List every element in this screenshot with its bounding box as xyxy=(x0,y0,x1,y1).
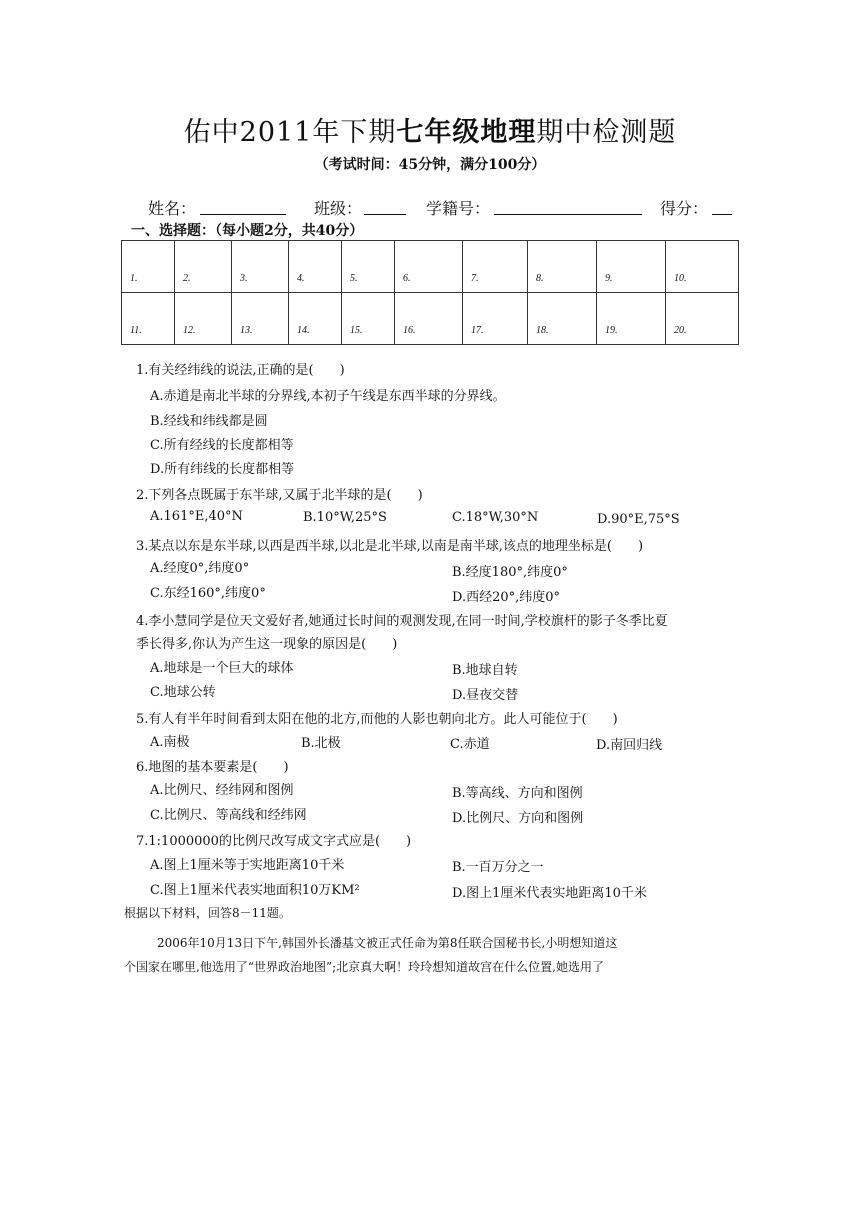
answer-cell[interactable]: 12. xyxy=(175,293,232,345)
answer-cell[interactable]: 20. xyxy=(666,293,739,345)
answer-cell[interactable]: 1. xyxy=(122,241,175,293)
question-3-stem: 3.某点以东是东半球,以西是西半球,以北是北半球,以南是南半球,该点的地理坐标是( ) xyxy=(136,539,644,554)
answer-cell[interactable]: 19. xyxy=(597,293,666,345)
answer-cell[interactable]: 15. xyxy=(342,293,395,345)
question-7-option-d[interactable]: D.图上1厘米代表实地距离10千米 xyxy=(452,886,647,901)
title-school-term: 佑中2011年下期 xyxy=(183,117,397,148)
answer-row-2 xyxy=(122,293,739,345)
title-exam-type: 期中检测题 xyxy=(536,117,677,148)
question-1-stem: 1.有关经纬线的说法,正确的是( ) xyxy=(136,363,345,378)
question-4-stem: 4.李小慧同学是位天文爱好者,她通过长时间的观测发现,在同一时间,学校旗杆的影子冬季比夏 xyxy=(136,614,668,629)
question-4-option-a[interactable]: A.地球是一个巨大的球体 xyxy=(150,661,294,676)
answer-cell[interactable]: 14. xyxy=(289,293,342,345)
answer-cell[interactable]: 13. xyxy=(232,293,289,345)
class-blank[interactable] xyxy=(364,196,406,215)
student-info-row xyxy=(148,196,738,218)
answer-cell[interactable]: 16. xyxy=(395,293,463,345)
name-blank[interactable] xyxy=(200,196,286,215)
question-3-option-b[interactable]: B.经度180°,纬度0° xyxy=(452,565,568,580)
answer-cell[interactable]: 18. xyxy=(528,293,597,345)
answer-cell[interactable]: 17. xyxy=(463,293,528,345)
material-paragraph-line-2: 个国家在哪里,他选用了“世界政治地图”;北京真大啊！玲玲想知道故宫在什么位置,她选用了 xyxy=(124,960,604,974)
question-3-option-a[interactable]: A.经度0°,纬度0° xyxy=(150,561,250,576)
answer-row-1 xyxy=(122,241,739,293)
question-3-option-d[interactable]: D.西经20°,纬度0° xyxy=(452,590,561,605)
question-1-option-b[interactable]: B.经线和纬线都是圆 xyxy=(150,414,268,429)
question-7-stem: 7.1:1000000的比例尺改写成文字式应是( ) xyxy=(136,834,412,849)
answer-cell[interactable]: 3. xyxy=(232,241,289,293)
exam-title xyxy=(0,110,860,149)
class-label: 班级： xyxy=(314,199,363,218)
answer-cell[interactable]: 10. xyxy=(666,241,739,293)
answer-grid xyxy=(121,240,739,345)
material-paragraph-line-1: 2006年10月13日下午,韩国外长潘基文被正式任命为第8任联合国秘书长,小明想知道这 xyxy=(157,936,618,950)
answer-cell[interactable]: 9. xyxy=(597,241,666,293)
question-4-stem-continued: 季长得多,你认为产生这一现象的原因是( ) xyxy=(136,637,398,652)
title-grade-subject: 七年级地理 xyxy=(396,117,537,148)
question-5-option-b[interactable]: B.北极 xyxy=(301,736,341,751)
question-2-option-c[interactable]: C.18°W,30°N xyxy=(452,510,539,525)
answer-cell[interactable]: 8. xyxy=(528,241,597,293)
answer-cell[interactable]: 11. xyxy=(122,293,175,345)
question-7-option-c[interactable]: C.图上1厘米代表实地面积10万KM² xyxy=(150,883,360,898)
question-6-option-c[interactable]: C.比例尺、等高线和经纬网 xyxy=(150,808,307,823)
question-2-option-d[interactable]: D.90°E,75°S xyxy=(597,512,680,527)
question-7-option-a[interactable]: A.图上1厘米等于实地距离10千米 xyxy=(150,858,345,873)
question-2-option-a[interactable]: A.161°E,40°N xyxy=(150,509,243,524)
answer-cell[interactable]: 5. xyxy=(342,241,395,293)
question-7-option-b[interactable]: B.一百万分之一 xyxy=(452,860,544,875)
answer-cell[interactable]: 2. xyxy=(175,241,232,293)
score-blank[interactable] xyxy=(712,196,732,215)
question-2-stem: 2.下列各点既属于东半球,又属于北半球的是( ) xyxy=(136,488,423,503)
exam-subtitle: （考试时间：45分钟，满分100分） xyxy=(314,157,546,173)
question-6-option-a[interactable]: A.比例尺、经纬网和图例 xyxy=(150,783,294,798)
name-label: 姓名： xyxy=(148,199,197,218)
question-5-stem: 5.有人有半年时间看到太阳在他的北方,而他的人影也朝向北方。此人可能位于( ) xyxy=(136,712,618,727)
question-6-option-d[interactable]: D.比例尺、方向和图例 xyxy=(452,811,584,826)
answer-cell[interactable]: 4. xyxy=(289,241,342,293)
question-2-option-b[interactable]: B.10°W,25°S xyxy=(303,510,387,525)
question-5-option-d[interactable]: D.南回归线 xyxy=(596,738,663,753)
question-5-option-a[interactable]: A.南极 xyxy=(150,735,190,750)
question-1-option-a[interactable]: A.赤道是南北半球的分界线,本初子午线是东西半球的分界线。 xyxy=(150,389,506,404)
section-title-choice: 一、选择题：（每小题2分，共40分） xyxy=(131,223,364,239)
question-4-option-b[interactable]: B.地球自转 xyxy=(452,663,518,678)
answer-cell[interactable]: 6. xyxy=(395,241,463,293)
student-id-label: 学籍号： xyxy=(426,199,491,218)
question-4-option-d[interactable]: D.昼夜交替 xyxy=(452,688,519,703)
score-label: 得分： xyxy=(660,199,709,218)
question-5-option-c[interactable]: C.赤道 xyxy=(450,737,490,752)
question-6-stem: 6.地图的基本要素是( ) xyxy=(136,760,289,775)
answer-cell[interactable]: 7. xyxy=(463,241,528,293)
question-1-option-c[interactable]: C.所有经线的长度都相等 xyxy=(150,438,294,453)
question-3-option-c[interactable]: C.东经160°,纬度0° xyxy=(150,586,266,601)
question-1-option-d[interactable]: D.所有纬线的长度都相等 xyxy=(150,462,295,477)
student-id-blank[interactable] xyxy=(494,196,642,215)
question-4-option-c[interactable]: C.地球公转 xyxy=(150,685,216,700)
question-6-option-b[interactable]: B.等高线、方向和图例 xyxy=(452,786,583,801)
material-intro: 根据以下材料，回答8－11题。 xyxy=(124,906,291,920)
